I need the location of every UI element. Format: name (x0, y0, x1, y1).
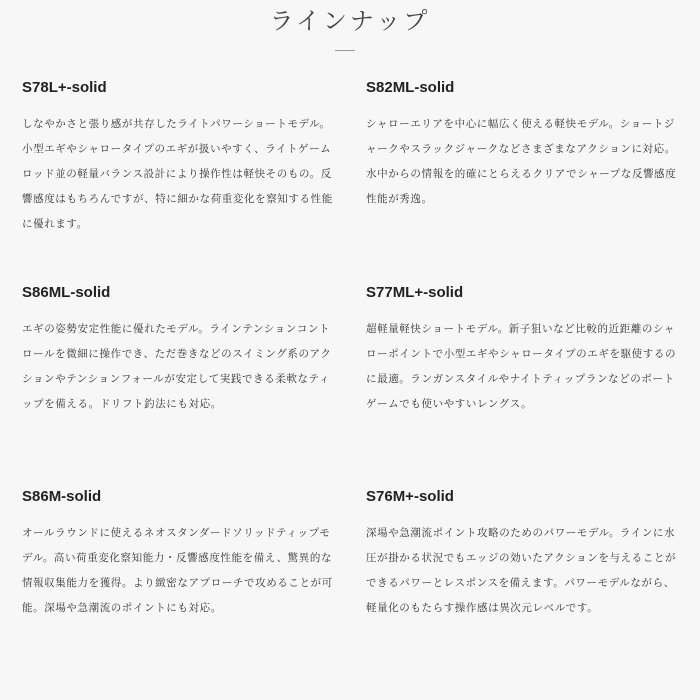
model-description: シャローエリアを中心に幅広く使える軽快モデル。ショートジャークやスラックジャークなどさまざまなアクションに対応。水中からの情報を的確にとらえるクリアでシャープな反響感度性能が秀逸。 (366, 118, 677, 205)
page-title: ラインナップ (269, 7, 431, 35)
model-card-s86ml-solid (22, 284, 340, 417)
model-name: S77ML+-solid (366, 284, 464, 301)
model-description: しなやかさと張り感が共存したライトパワーショートモデル。小型エギやシャロータイプのエギが扱いやすく、ライトゲームロッド並の軽量バランス設計により操作性は軽快そのもの。反響感度はもちろんですが、特に細かな荷重変化を察知する性能に優れます。 (22, 118, 333, 230)
model-name: S78L+-solid (22, 79, 107, 96)
model-name: S86ML-solid (22, 284, 111, 301)
model-card-s77ml-solid (366, 284, 684, 417)
model-description: 深場や急潮流ポイント攻略のためのパワーモデル。ラインに水圧が掛かる状況でもエッジの効いたアクションを与えることができるパワーとレスポンスを備えます。パワーモデルながら、軽量化のもたらす操作感は異次元レベルです。 (366, 527, 677, 614)
model-description: オールラウンドに使えるネオスタンダードソリッドティップモデル。高い荷重変化察知能力・反響感度性能を備え、驚異的な情報収集能力を獲得。より緻密なアプローチで攻めることが可能。深場や急潮流のポイントにも対応。 (22, 527, 333, 614)
model-name: S86M-solid (22, 488, 102, 505)
model-card-s78l-solid (22, 79, 340, 237)
model-name: S76M+-solid (366, 488, 454, 505)
model-card-s76m-solid (366, 488, 684, 621)
model-card-s86m-solid (22, 488, 340, 621)
model-card-s82ml-solid (366, 79, 684, 212)
model-description: 超軽量軽快ショートモデル。新子狙いなど比較的近距離のシャローポイントで小型エギやシャロータイプのエギを駆使するのに最適。ランガンスタイルやナイトティップランなどのボートゲームでも使いやすいレングス。 (366, 323, 677, 410)
model-name: S82ML-solid (366, 79, 455, 96)
model-description: エギの姿勢安定性能に優れたモデル。ラインテンションコントロールを微細に操作でき、ただ巻きなどのスイミング系のアクションやテンションフォールが安定して実践できる柔軟なティップを備える。ドリフト釣法にも対応。 (22, 323, 332, 410)
title-divider (335, 50, 355, 51)
